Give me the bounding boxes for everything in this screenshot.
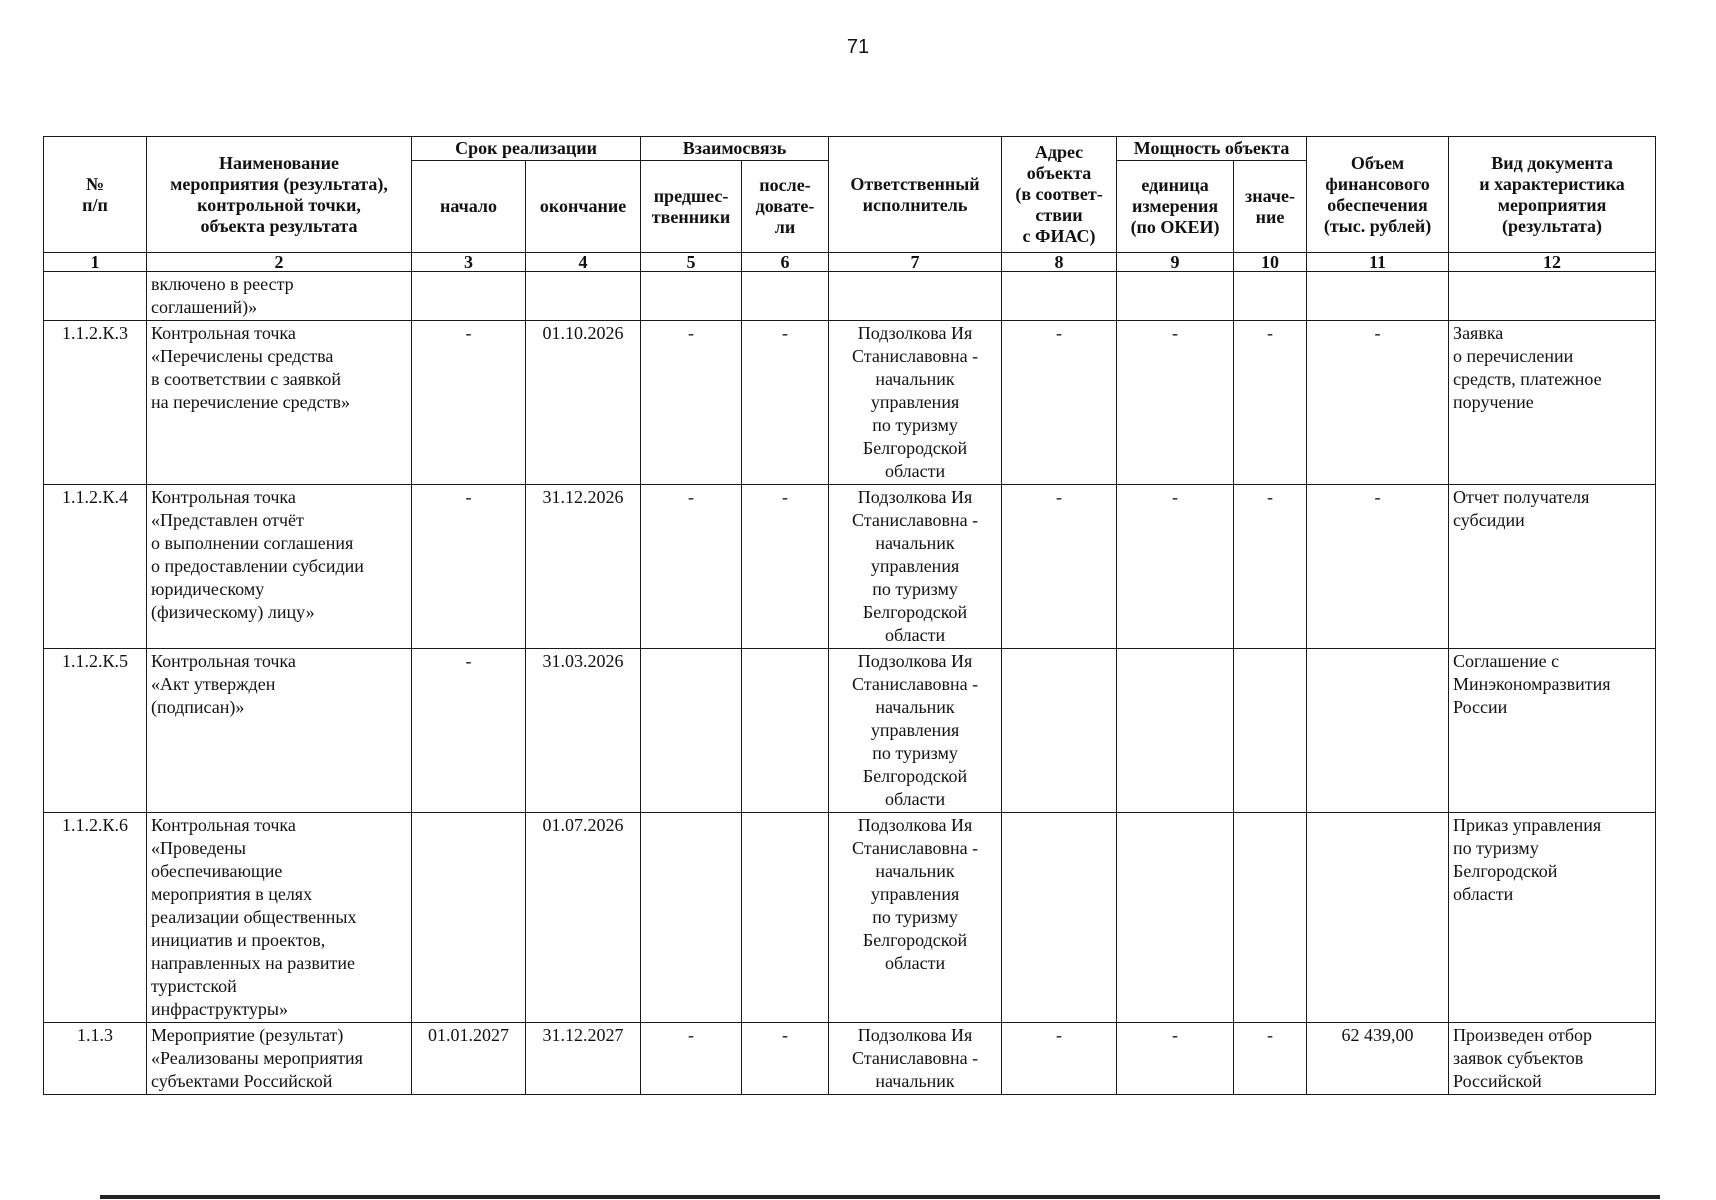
header-num-label: № п/п bbox=[82, 173, 108, 215]
row-start-date: - bbox=[412, 649, 526, 813]
row-successors bbox=[742, 813, 829, 1023]
header-term-end-label: окончание bbox=[539, 196, 627, 216]
row-capacity-unit bbox=[1117, 649, 1234, 813]
row-num bbox=[44, 272, 147, 321]
header-link bbox=[641, 137, 829, 161]
header-link-prev-label: предшес- твенники bbox=[651, 185, 731, 227]
row-capacity-value: - bbox=[1234, 1023, 1307, 1095]
column-number: 5 bbox=[641, 253, 742, 272]
row-finance: - bbox=[1307, 485, 1449, 649]
row-finance: 62 439,00 bbox=[1307, 1023, 1449, 1095]
row-predecessors: - bbox=[641, 1023, 742, 1095]
row-capacity-value bbox=[1234, 813, 1307, 1023]
column-numbers-row bbox=[44, 253, 1656, 272]
row-num: 1.1.2.К.3 bbox=[44, 321, 147, 485]
row-start-date: - bbox=[412, 321, 526, 485]
row-capacity-value bbox=[1234, 272, 1307, 321]
row-predecessors bbox=[641, 272, 742, 321]
header-responsible bbox=[829, 137, 1002, 253]
row-predecessors: - bbox=[641, 321, 742, 485]
header-name-label: Наименование мероприятия (результата), контрольной точки, объекта результата bbox=[170, 152, 388, 236]
column-number: 12 bbox=[1449, 253, 1656, 272]
header-term-start bbox=[412, 161, 526, 253]
row-predecessors bbox=[641, 813, 742, 1023]
header-term-start-label: начало bbox=[439, 196, 498, 216]
row-successors bbox=[742, 272, 829, 321]
row-name: Контрольная точка «Проведены обеспечивающие мероприятия в целях реализации общественных инициатив и проектов, направленных на развитие туристской инфраструктуры» bbox=[147, 813, 412, 1023]
row-num: 1.1.2.К.6 bbox=[44, 813, 147, 1023]
row-end-date: 31.12.2026 bbox=[526, 485, 641, 649]
table-row bbox=[44, 813, 1656, 1023]
row-capacity-value: - bbox=[1234, 321, 1307, 485]
table-row bbox=[44, 1023, 1656, 1095]
header-capacity bbox=[1117, 137, 1307, 161]
column-number: 1 bbox=[44, 253, 147, 272]
row-document: Приказ управления по туризму Белгородской области bbox=[1449, 813, 1656, 1023]
row-successors: - bbox=[742, 485, 829, 649]
row-end-date: 31.12.2027 bbox=[526, 1023, 641, 1095]
table-row bbox=[44, 485, 1656, 649]
row-capacity-value: - bbox=[1234, 485, 1307, 649]
row-capacity-unit: - bbox=[1117, 321, 1234, 485]
row-address: - bbox=[1002, 1023, 1117, 1095]
table-row bbox=[44, 649, 1656, 813]
header-num bbox=[44, 137, 147, 253]
header-name bbox=[147, 137, 412, 253]
header-responsible-label: Ответственный исполнитель bbox=[850, 173, 980, 215]
row-responsible: Подзолкова Ия Станиславовна - начальник bbox=[829, 1023, 1002, 1095]
header-term bbox=[412, 137, 641, 161]
column-number: 2 bbox=[147, 253, 412, 272]
header-link-next-label: после- довате- ли bbox=[755, 175, 815, 237]
row-finance: - bbox=[1307, 321, 1449, 485]
row-start-date bbox=[412, 813, 526, 1023]
row-address bbox=[1002, 813, 1117, 1023]
table-row bbox=[44, 321, 1656, 485]
row-document: Соглашение с Минэкономразвития России bbox=[1449, 649, 1656, 813]
column-number: 4 bbox=[526, 253, 641, 272]
column-number: 7 bbox=[829, 253, 1002, 272]
row-num: 1.1.2.К.5 bbox=[44, 649, 147, 813]
row-name: Контрольная точка «Акт утвержден (подписан)» bbox=[147, 649, 412, 813]
header-address-label: Адрес объекта (в соответ- ствии с ФИАС) bbox=[1015, 142, 1103, 246]
header-capacity-value bbox=[1234, 161, 1307, 253]
row-responsible: Подзолкова Ия Станиславовна - начальник управления по туризму Белгородской области bbox=[829, 485, 1002, 649]
row-end-date bbox=[526, 272, 641, 321]
header-capacity-value-label: значе- ние bbox=[1245, 185, 1296, 227]
scan-bottom-edge bbox=[100, 1195, 1660, 1199]
row-responsible bbox=[829, 272, 1002, 321]
row-successors: - bbox=[742, 321, 829, 485]
row-document: Произведен отбор заявок субъектов Российской bbox=[1449, 1023, 1656, 1095]
column-number: 11 bbox=[1307, 253, 1449, 272]
row-name: Мероприятие (результат) «Реализованы мероприятия субъектами Российской bbox=[147, 1023, 412, 1095]
row-end-date: 01.10.2026 bbox=[526, 321, 641, 485]
header-capacity-unit bbox=[1117, 161, 1234, 253]
plan-table bbox=[43, 136, 1656, 1095]
table-row bbox=[44, 272, 1656, 321]
row-predecessors bbox=[641, 649, 742, 813]
row-address: - bbox=[1002, 321, 1117, 485]
row-finance bbox=[1307, 272, 1449, 321]
row-address: - bbox=[1002, 485, 1117, 649]
row-capacity-unit: - bbox=[1117, 1023, 1234, 1095]
column-number: 6 bbox=[742, 253, 829, 272]
header-term-label: Срок реализации bbox=[455, 138, 597, 158]
row-document bbox=[1449, 272, 1656, 321]
row-finance bbox=[1307, 649, 1449, 813]
row-capacity-unit bbox=[1117, 272, 1234, 321]
header-doc-label: Вид документа и характеристика мероприятия (результата) bbox=[1479, 152, 1625, 236]
column-number: 3 bbox=[412, 253, 526, 272]
header-capacity-unit-label: единица измерения (по ОКЕИ) bbox=[1130, 175, 1220, 237]
header-address bbox=[1002, 137, 1117, 253]
row-address bbox=[1002, 649, 1117, 813]
header-capacity-label: Мощность объекта bbox=[1133, 138, 1290, 158]
row-start-date: - bbox=[412, 485, 526, 649]
row-start-date bbox=[412, 272, 526, 321]
row-capacity-unit: - bbox=[1117, 485, 1234, 649]
row-end-date: 31.03.2026 bbox=[526, 649, 641, 813]
row-responsible: Подзолкова Ия Станиславовна - начальник управления по туризму Белгородской области bbox=[829, 321, 1002, 485]
column-number: 9 bbox=[1117, 253, 1234, 272]
header-term-end bbox=[526, 161, 641, 253]
row-document: Заявка о перечислении средств, платежное поручение bbox=[1449, 321, 1656, 485]
row-capacity-unit bbox=[1117, 813, 1234, 1023]
column-number: 8 bbox=[1002, 253, 1117, 272]
row-finance bbox=[1307, 813, 1449, 1023]
row-name: Контрольная точка «Представлен отчёт о выполнении соглашения о предоставлении субсидии юридическому (физическому) лицу» bbox=[147, 485, 412, 649]
row-successors: - bbox=[742, 1023, 829, 1095]
row-successors bbox=[742, 649, 829, 813]
page-number: 71 bbox=[846, 36, 870, 58]
header-link-prev bbox=[641, 161, 742, 253]
row-end-date: 01.07.2026 bbox=[526, 813, 641, 1023]
row-document: Отчет получателя субсидии bbox=[1449, 485, 1656, 649]
row-responsible: Подзолкова Ия Станиславовна - начальник управления по туризму Белгородской области bbox=[829, 813, 1002, 1023]
row-name: включено в реестр соглашений)» bbox=[147, 272, 412, 321]
header-link-label: Взаимосвязь bbox=[682, 138, 787, 158]
header-doc bbox=[1449, 137, 1656, 253]
row-name: Контрольная точка «Перечислены средства в соответствии с заявкой на перечисление средств» bbox=[147, 321, 412, 485]
row-capacity-value bbox=[1234, 649, 1307, 813]
header-finance-label: Объем финансового обеспечения (тыс. рублей) bbox=[1323, 152, 1432, 236]
row-num: 1.1.3 bbox=[44, 1023, 147, 1095]
header-link-next bbox=[742, 161, 829, 253]
row-address bbox=[1002, 272, 1117, 321]
row-predecessors: - bbox=[641, 485, 742, 649]
column-number: 10 bbox=[1234, 253, 1307, 272]
header-finance bbox=[1307, 137, 1449, 253]
row-responsible: Подзолкова Ия Станиславовна - начальник управления по туризму Белгородской области bbox=[829, 649, 1002, 813]
row-num: 1.1.2.К.4 bbox=[44, 485, 147, 649]
row-start-date: 01.01.2027 bbox=[412, 1023, 526, 1095]
